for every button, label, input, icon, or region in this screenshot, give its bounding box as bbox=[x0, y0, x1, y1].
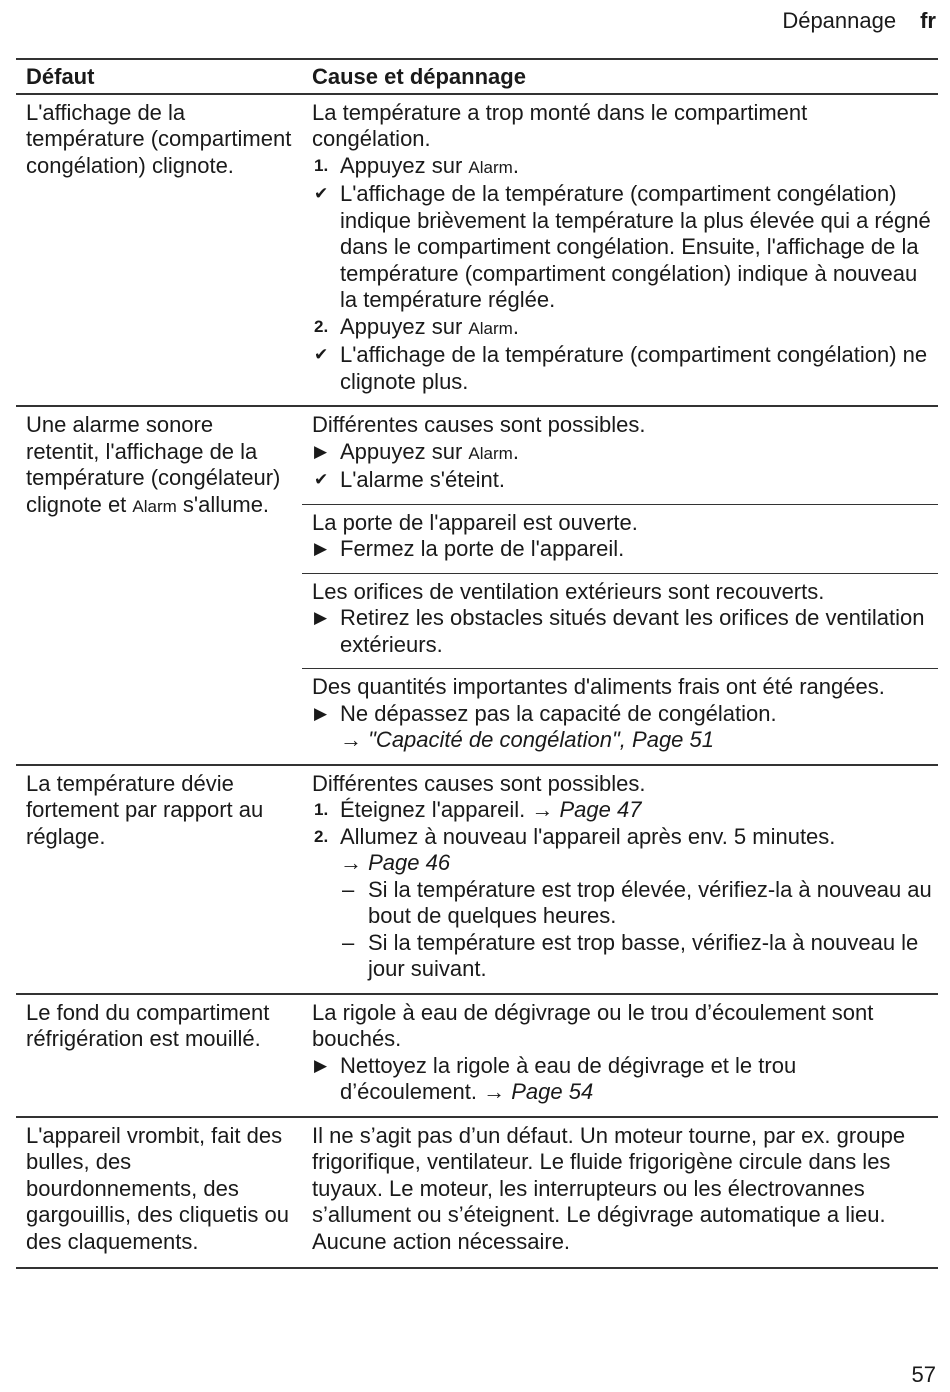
table-header-row bbox=[16, 60, 938, 94]
action-item: ▶ Nettoyez la rigole à eau de dégivrage et le trou d’écoulement. → Page 54 bbox=[314, 1052, 797, 1104]
checkmark-icon: ✔ bbox=[314, 184, 329, 203]
cause-block bbox=[302, 573, 938, 669]
cause-block bbox=[302, 407, 938, 504]
cause-cell bbox=[302, 994, 938, 1117]
key-label: Alarm bbox=[468, 443, 513, 463]
step-item: 2. Appuyez sur Alarm. bbox=[314, 313, 519, 339]
cause-text: La porte de l'appareil est ouverte. bbox=[312, 509, 638, 535]
arrow-right-icon: → bbox=[531, 797, 560, 822]
step-item: 1. Appuyez sur Alarm. bbox=[314, 152, 519, 178]
cause-cell bbox=[302, 1117, 938, 1269]
troubleshooting-table bbox=[16, 60, 938, 1269]
cause-cell bbox=[302, 406, 938, 765]
cross-reference-link[interactable]: → Page 47 bbox=[531, 797, 642, 822]
fault-cell: Le fond du compartiment réfrigération est mouillé. bbox=[26, 999, 270, 1051]
action-item: ▶ Appuyez sur Alarm. bbox=[314, 438, 519, 464]
column-header-cause: Cause et dépannage bbox=[302, 60, 938, 94]
step-item: 2. Allumez à nouveau l'appareil après env. 5 minutes. bbox=[314, 823, 836, 849]
page-header bbox=[782, 8, 936, 34]
cause-block bbox=[302, 766, 938, 993]
result-item: ✔ L'affichage de la température (compartiment congélation) ne clignote plus. bbox=[314, 342, 928, 394]
table-row bbox=[16, 765, 938, 994]
language-code: fr bbox=[920, 8, 936, 33]
section-title: Dépannage bbox=[782, 8, 897, 33]
checkmark-icon: ✔ bbox=[314, 470, 329, 489]
cross-reference-link[interactable]: → Page 46 bbox=[340, 850, 451, 875]
dash-bullet-icon: – bbox=[342, 929, 355, 955]
cause-block bbox=[302, 668, 938, 764]
fault-cell: L'affichage de la température (compartiment congélation) clignote. bbox=[26, 99, 292, 178]
cause-cell bbox=[302, 94, 938, 407]
cause-block bbox=[302, 504, 938, 573]
cross-reference-link[interactable]: → Page 54 bbox=[483, 1079, 594, 1104]
triangle-bullet-icon: ▶ bbox=[314, 441, 328, 461]
action-item: ▶ Retirez les obstacles situés devant les orifices de ventilation extérieurs. bbox=[314, 605, 925, 657]
cause-text: La température a trop monté dans le compartiment congélation. bbox=[312, 99, 808, 151]
cause-text: La rigole à eau de dégivrage ou le trou d’écoulement sont bouchés. bbox=[312, 999, 874, 1051]
key-label: Alarm bbox=[468, 318, 513, 338]
fault-cell: La température dévie fortement par rapport au réglage. bbox=[26, 770, 264, 849]
triangle-bullet-icon: ▶ bbox=[314, 539, 328, 558]
arrow-right-icon: → bbox=[340, 727, 369, 752]
action-text: Aucune action nécessaire. bbox=[312, 1228, 571, 1254]
result-item: ✔ L'alarme s'éteint. bbox=[314, 467, 505, 492]
column-header-fault: Défaut bbox=[16, 60, 302, 94]
triangle-bullet-icon: ▶ bbox=[314, 1055, 328, 1075]
cause-block bbox=[302, 95, 938, 406]
action-item: ▶ Fermez la porte de l'appareil. bbox=[314, 536, 625, 561]
dash-item: – Si la température est trop élevée, vérifiez-la à nouveau au bout de quelques heures. bbox=[342, 876, 932, 928]
dash-item: – Si la température est trop basse, vérifiez-la à nouveau le jour suivant. bbox=[342, 929, 919, 981]
dash-bullet-icon: – bbox=[342, 876, 355, 902]
arrow-right-icon: → bbox=[340, 850, 369, 875]
result-item: ✔ L'affichage de la température (compartiment congélation) indique brièvement la température la plus élevée qui a régné dans le compartiment congélation. Ensuite, l'affichage de la température (compartiment congélation) indique à nouveau la température réglée. bbox=[314, 181, 931, 312]
checkmark-icon: ✔ bbox=[314, 345, 329, 364]
fault-cell: Une alarme sonore retentit, l'affichage de la température (congélateur) clignote et Alarm s'allume. bbox=[26, 412, 281, 517]
step-number: 2. bbox=[314, 826, 329, 846]
step-number: 1. bbox=[314, 800, 329, 819]
cause-text: Il ne s’agit pas d’un défaut. Un moteur tourne, par ex. groupe frigorifique, ventilateur. Le fluide frigorigène circule dans les tuyaux. Le moteur, les interrupteurs ou les électrovannes s’allument ou s’éteignent. Le dégivrage automatique a lieu. bbox=[312, 1122, 906, 1227]
action-item: ▶ Ne dépassez pas la capacité de congélation. bbox=[314, 700, 777, 726]
table-row bbox=[16, 994, 938, 1117]
step-item: 1. Éteignez l'appareil. → Page 47 bbox=[314, 797, 642, 822]
cause-block bbox=[302, 1118, 938, 1266]
cause-text: Différentes causes sont possibles. bbox=[312, 412, 646, 437]
cause-block bbox=[302, 995, 938, 1116]
page-number: 57 bbox=[911, 1362, 936, 1387]
triangle-bullet-icon: ▶ bbox=[314, 703, 328, 723]
cause-cell bbox=[302, 765, 938, 994]
cause-text: Différentes causes sont possibles. bbox=[312, 770, 646, 796]
table-row bbox=[16, 1117, 938, 1269]
key-label: Alarm bbox=[132, 496, 177, 516]
cause-text: Les orifices de ventilation extérieurs sont recouverts. bbox=[312, 578, 825, 604]
cross-reference-link[interactable]: → "Capacité de congélation", Page 51 bbox=[340, 727, 714, 752]
table-row bbox=[16, 406, 938, 765]
triangle-bullet-icon: ▶ bbox=[314, 608, 328, 627]
table-row bbox=[16, 94, 938, 407]
step-number: 2. bbox=[314, 316, 329, 336]
fault-cell: L'appareil vrombit, fait des bulles, des bourdonnements, des gargouillis, des cliquetis ou des claquements. bbox=[26, 1122, 289, 1254]
arrow-right-icon: → bbox=[483, 1079, 512, 1104]
step-number: 1. bbox=[314, 155, 329, 175]
cause-text: Des quantités importantes d'aliments frais ont été rangées. bbox=[312, 674, 885, 699]
key-label: Alarm bbox=[468, 157, 513, 177]
